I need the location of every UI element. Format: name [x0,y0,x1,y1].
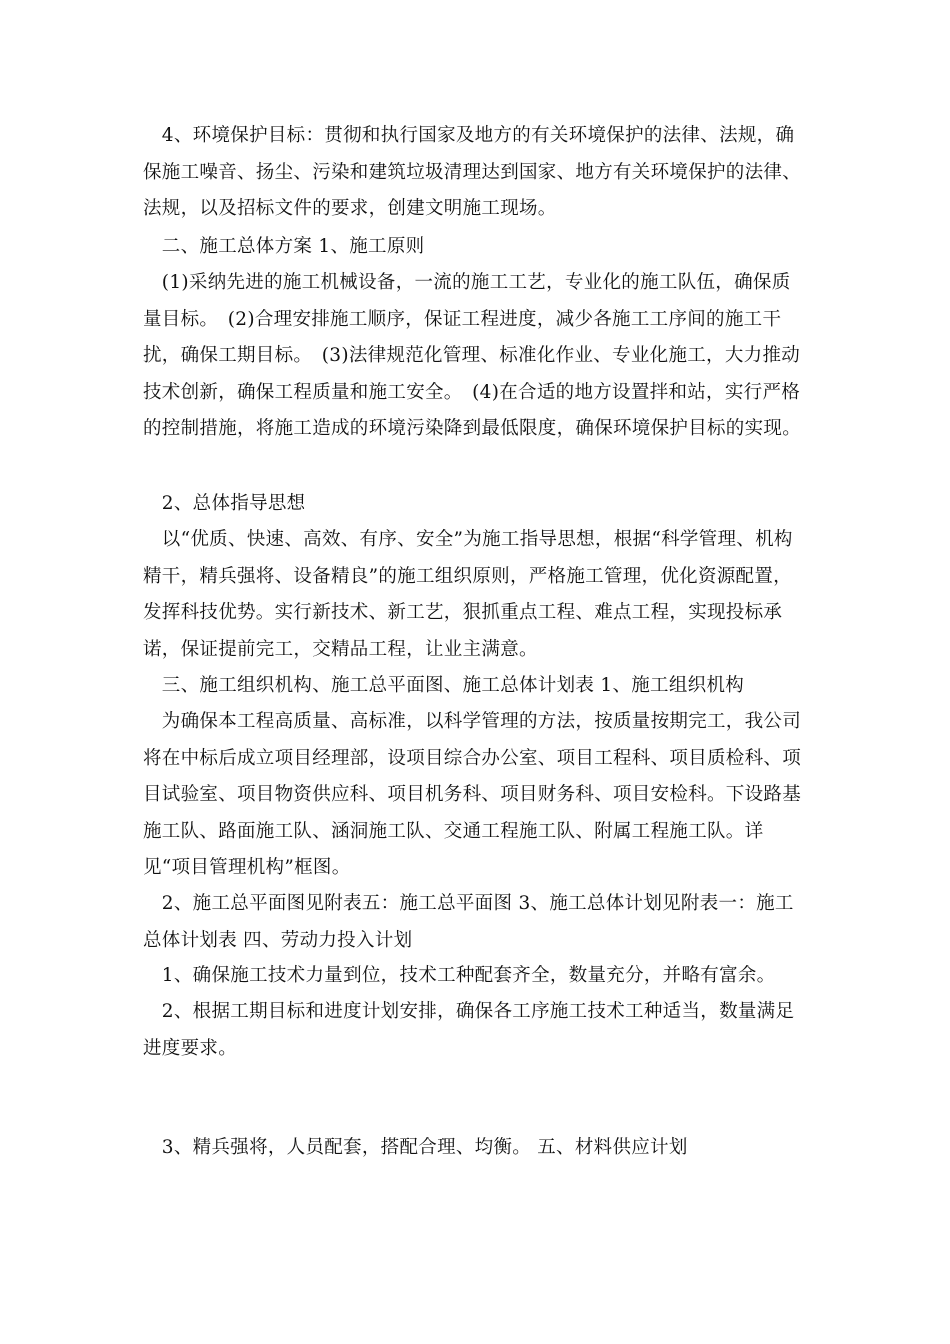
paragraph-guiding-thought: 以“优质、快速、高效、有序、安全”为施工指导思想，根据“科学管理、机构精干，精兵强将、设备精良”的施工组织原则，严格施工管理，优化资源配置，发挥科技优势。实行新技术、新工艺，狠抓重点工程、难点工程，实现投标承诺，保证提前完工，交精品工程，让业主满意。 [143,529,793,660]
heading-guiding-thought: 2、总体指导思想 [143,493,306,514]
paragraph-construction-principles: (1)采纳先进的施工机械设备，一流的施工工艺，专业化的施工队伍，确保质量目标。 (2)合理安排施工顺序，保证工程进度，减少各施工工序间的施工干扰，确保工期目标。 (3)法律规范化管理、标准化作业、专业化施工，大力推动技术创新，确保工程质量和施工安全。 (4)在合适的地方设置拌和站，实行严格的控制措施，将施工造成的环境污染降到最低限度，确保环境保护目标的实现。 [143,272,802,439]
paragraph-labor-item-1: 1、确保施工技术力量到位，技术工种配套齐全，数量充分，并略有富余。 [143,965,776,986]
paragraph-organization: 为确保本工程高质量、高标准，以科学管理的方法，按质量按期完工，我公司将在中标后成立项目经理部，设项目综合办公室、项目工程科、项目质检科、项目试验室、项目物资供应科、项目机务科、项目财务科、项目安检科。下设路基施工队、路面施工队、涵洞施工队、交通工程施工队、附属工程施工队。详见“项目管理机构”框图。 [143,711,802,878]
heading-construction-plan: 二、施工总体方案 1、施工原则 [143,236,425,257]
paragraph-labor-item-2: 2、根据工期目标和进度计划安排，确保各工序施工技术工种适当，数量满足进度要求。 [143,1001,795,1059]
heading-organization: 三、施工组织机构、施工总平面图、施工总体计划表 1、施工组织机构 [143,675,745,696]
paragraph-environment-goal: 4、环境保护目标：贯彻和执行国家及地方的有关环境保护的法律、法规，确保施工噪音、扬尘、污染和建筑垃圾清理达到国家、地方有关环境保护的法律、法规，以及招标文件的要求，创建文明施工现场。 [143,125,802,219]
paragraph-plans-and-labor: 2、施工总平面图见附表五：施工总平面图 3、施工总体计划见附表一：施工总体计划表 四、劳动力投入计划 [143,893,794,951]
paragraph-labor-item-3: 3、精兵强将，人员配套，搭配合理、均衡。 五、材料供应计划 [143,1137,688,1158]
